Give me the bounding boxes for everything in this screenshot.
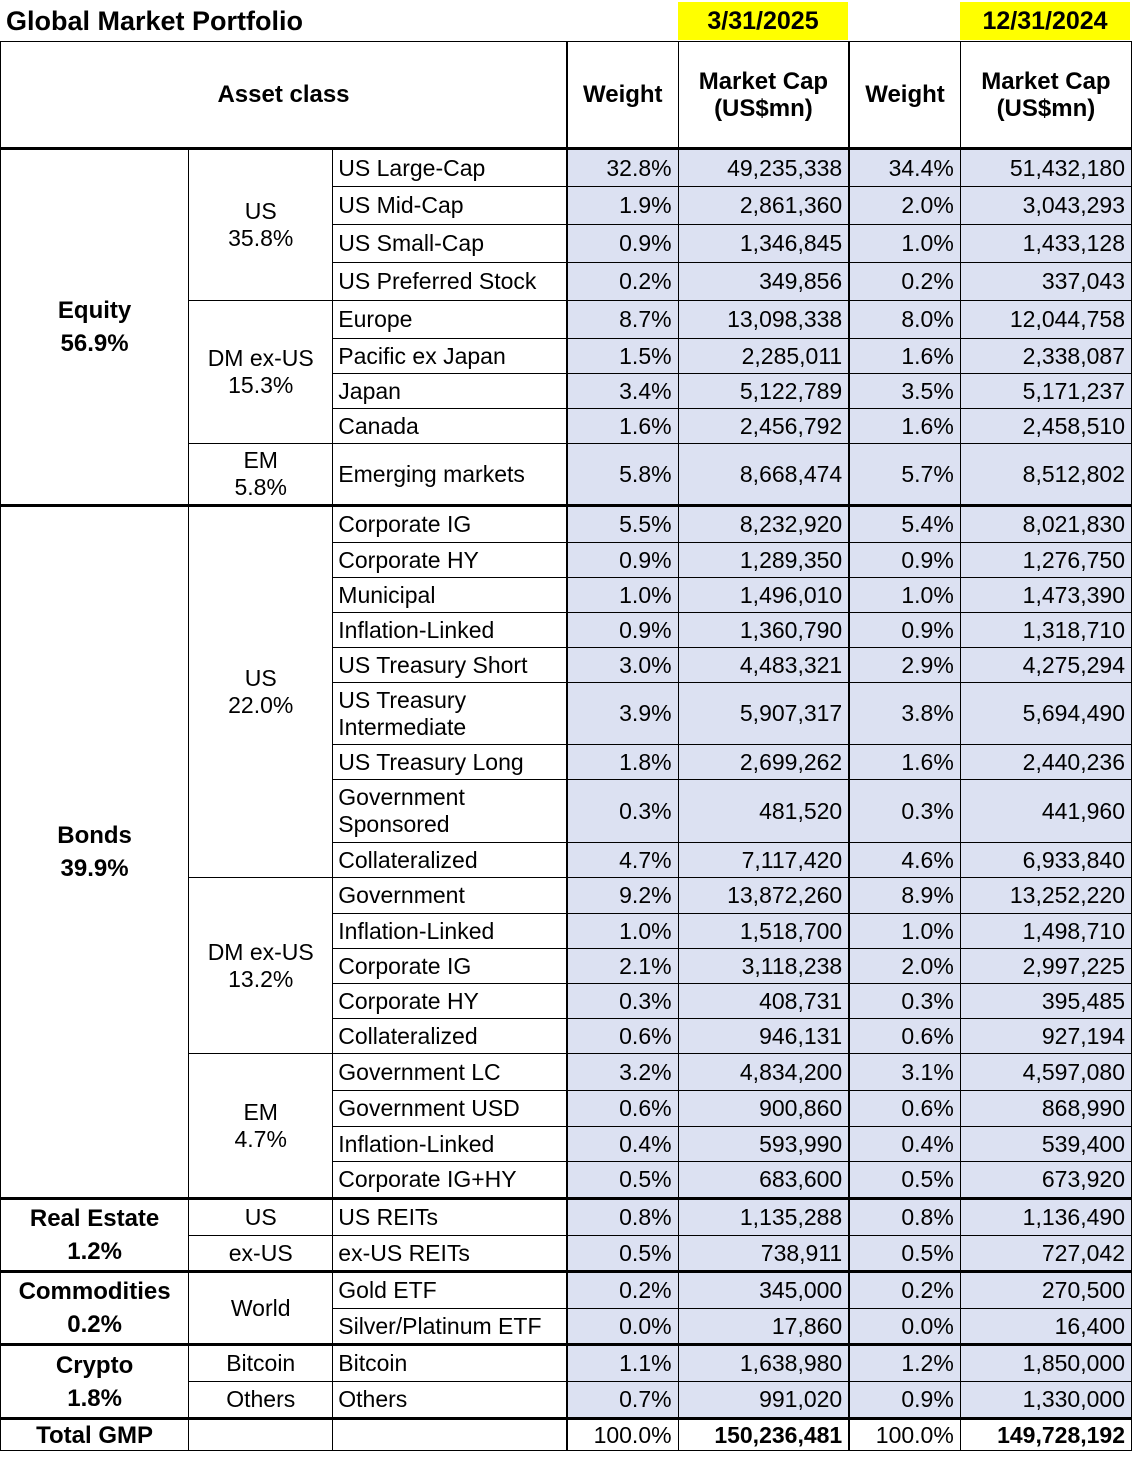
empty-cell (189, 1419, 333, 1451)
asset-name: Canada (333, 409, 567, 444)
weight-current: 3.9% (567, 683, 678, 745)
group-name: Equity (57, 297, 132, 324)
asset-name: Government (333, 878, 567, 914)
market-cap-current: 1,638,980 (678, 1345, 849, 1382)
market-cap-previous: 13,252,220 (960, 878, 1131, 914)
group-pct: 56.9% (60, 330, 129, 357)
market-cap-current: 5,122,789 (678, 374, 849, 409)
subgroup-bonds-dm (189, 878, 333, 1054)
asset-name: Japan (333, 374, 567, 409)
asset-name-line1: Government (338, 784, 465, 810)
subgroup-name: EM (243, 447, 278, 473)
asset-name: Emerging markets (333, 444, 567, 506)
weight-current: 2.1% (567, 949, 678, 984)
market-cap-previous: 539,400 (960, 1127, 1131, 1162)
asset-name (333, 780, 567, 843)
asset-name: Others (333, 1382, 567, 1419)
weight-current: 0.2% (567, 263, 678, 301)
market-cap-current: 8,668,474 (678, 444, 849, 506)
market-cap-previous: 5,694,490 (960, 683, 1131, 745)
market-cap-previous: 4,275,294 (960, 648, 1131, 683)
subgroup-crypto-others: Others (189, 1382, 333, 1419)
total-market-cap-previous: 149,728,192 (960, 1419, 1131, 1451)
market-cap-previous: 1,276,750 (960, 543, 1131, 578)
market-cap-previous: 673,920 (960, 1162, 1131, 1199)
subgroup-commodities-world: World (189, 1272, 333, 1345)
asset-name: Silver/Platinum ETF (333, 1309, 567, 1345)
weight-current: 0.0% (567, 1309, 678, 1345)
group-pct: 1.8% (67, 1384, 122, 1412)
subgroup-equity-us (189, 149, 333, 301)
table-row (1, 1199, 1132, 1236)
market-cap-current: 17,860 (678, 1309, 849, 1345)
market-cap-current: 8,232,920 (678, 506, 849, 543)
market-cap-header-current (678, 42, 849, 149)
weight-previous: 0.8% (849, 1199, 960, 1236)
market-cap-current: 5,907,317 (678, 683, 849, 745)
weight-current: 0.8% (567, 1199, 678, 1236)
weight-header-current: Weight (567, 42, 678, 149)
market-cap-current: 1,496,010 (678, 578, 849, 613)
asset-name: Collateralized (333, 843, 567, 878)
asset-name-line2: Sponsored (338, 811, 450, 837)
weight-previous: 0.2% (849, 1272, 960, 1309)
market-cap-previous: 2,997,225 (960, 949, 1131, 984)
weight-current: 3.4% (567, 374, 678, 409)
market-cap-previous: 441,960 (960, 780, 1131, 843)
asset-name: Municipal (333, 578, 567, 613)
weight-previous: 2.9% (849, 648, 960, 683)
asset-name: Pacific ex Japan (333, 339, 567, 374)
weight-current: 1.6% (567, 409, 678, 444)
asset-name: Bitcoin (333, 1345, 567, 1382)
market-cap-unit: (US$mn) (714, 94, 813, 122)
market-cap-current: 1,289,350 (678, 543, 849, 578)
market-cap-current: 1,360,790 (678, 613, 849, 648)
weight-current: 1.8% (567, 745, 678, 780)
weight-current: 32.8% (567, 149, 678, 187)
group-bonds (1, 506, 189, 1199)
date-current: 3/31/2025 (678, 2, 848, 40)
market-cap-previous: 8,021,830 (960, 506, 1131, 543)
weight-previous: 8.9% (849, 878, 960, 914)
weight-previous: 3.5% (849, 374, 960, 409)
market-cap-current: 4,834,200 (678, 1054, 849, 1091)
market-cap-previous: 8,512,802 (960, 444, 1131, 506)
asset-name: US Small-Cap (333, 225, 567, 263)
empty-cell (333, 1419, 567, 1451)
weight-current: 0.9% (567, 613, 678, 648)
market-cap-previous: 1,498,710 (960, 914, 1131, 949)
weight-previous: 0.5% (849, 1162, 960, 1199)
market-cap-previous: 1,136,490 (960, 1199, 1131, 1236)
market-cap-current: 738,911 (678, 1236, 849, 1272)
weight-previous: 3.8% (849, 683, 960, 745)
weight-previous: 0.0% (849, 1309, 960, 1345)
weight-current: 0.2% (567, 1272, 678, 1309)
market-cap-current: 2,699,262 (678, 745, 849, 780)
market-cap-previous: 12,044,758 (960, 301, 1131, 339)
market-cap-current: 1,346,845 (678, 225, 849, 263)
group-pct: 39.9% (60, 855, 129, 882)
subgroup-name: US (244, 665, 277, 691)
market-cap-previous: 16,400 (960, 1309, 1131, 1345)
subgroup-equity-em (189, 444, 333, 506)
subgroup-name: US (244, 198, 277, 224)
asset-name: Corporate IG (333, 506, 567, 543)
table-row (1, 1345, 1132, 1382)
weight-current: 0.5% (567, 1236, 678, 1272)
weight-previous: 0.9% (849, 613, 960, 648)
weight-current: 8.7% (567, 301, 678, 339)
market-cap-previous: 2,440,236 (960, 745, 1131, 780)
asset-name: US Large-Cap (333, 149, 567, 187)
market-cap-current: 408,731 (678, 984, 849, 1019)
group-name: Commodities (18, 1278, 171, 1305)
market-cap-current: 4,483,321 (678, 648, 849, 683)
market-cap-previous: 51,432,180 (960, 149, 1131, 187)
weight-current: 1.0% (567, 578, 678, 613)
subgroup-equity-dm (189, 301, 333, 444)
weight-previous: 1.0% (849, 578, 960, 613)
portfolio-table (0, 41, 1132, 1451)
weight-previous: 0.2% (849, 263, 960, 301)
asset-name: Inflation-Linked (333, 914, 567, 949)
market-cap-previous: 395,485 (960, 984, 1131, 1019)
group-crypto (1, 1345, 189, 1419)
market-cap-previous: 2,338,087 (960, 339, 1131, 374)
group-real-estate (1, 1199, 189, 1272)
weight-current: 0.9% (567, 225, 678, 263)
weight-current: 0.6% (567, 1091, 678, 1127)
weight-current: 0.4% (567, 1127, 678, 1162)
market-cap-current: 683,600 (678, 1162, 849, 1199)
weight-previous: 0.6% (849, 1091, 960, 1127)
weight-previous: 1.0% (849, 914, 960, 949)
market-cap-current: 1,135,288 (678, 1199, 849, 1236)
market-cap-previous: 5,171,237 (960, 374, 1131, 409)
table-row (1, 149, 1132, 187)
market-cap-current: 946,131 (678, 1019, 849, 1054)
weight-previous: 1.2% (849, 1345, 960, 1382)
weight-current: 1.5% (567, 339, 678, 374)
market-cap-previous: 1,318,710 (960, 613, 1131, 648)
weight-previous: 0.4% (849, 1127, 960, 1162)
market-cap-current: 349,856 (678, 263, 849, 301)
weight-previous: 0.9% (849, 1382, 960, 1419)
weight-current: 0.3% (567, 984, 678, 1019)
subgroup-pct: 15.3% (228, 372, 294, 398)
weight-current: 5.5% (567, 506, 678, 543)
table-row (1, 1272, 1132, 1309)
market-cap-label: Market Cap (981, 67, 1111, 95)
header-row (1, 42, 1132, 149)
market-cap-current: 991,020 (678, 1382, 849, 1419)
weight-previous: 4.6% (849, 843, 960, 878)
weight-previous: 2.0% (849, 949, 960, 984)
market-cap-previous: 6,933,840 (960, 843, 1131, 878)
weight-previous: 0.9% (849, 543, 960, 578)
subgroup-name: DM ex-US (207, 345, 314, 371)
weight-current: 1.0% (567, 914, 678, 949)
page-title: Global Market Portfolio (6, 6, 304, 36)
market-cap-current: 593,990 (678, 1127, 849, 1162)
weight-previous: 5.4% (849, 506, 960, 543)
subgroup-real-estate-us: US (189, 1199, 333, 1236)
weight-current: 3.0% (567, 648, 678, 683)
market-cap-previous: 927,194 (960, 1019, 1131, 1054)
market-cap-current: 49,235,338 (678, 149, 849, 187)
asset-name: Corporate IG (333, 949, 567, 984)
subgroup-real-estate-exus: ex-US (189, 1236, 333, 1272)
group-equity (1, 149, 189, 506)
group-pct: 0.2% (67, 1311, 122, 1338)
asset-name: Government USD (333, 1091, 567, 1127)
weight-current: 0.7% (567, 1382, 678, 1419)
weight-previous: 5.7% (849, 444, 960, 506)
market-cap-current: 2,861,360 (678, 187, 849, 225)
subgroup-pct: 35.8% (228, 225, 294, 251)
asset-name: Corporate HY (333, 984, 567, 1019)
market-cap-current: 13,098,338 (678, 301, 849, 339)
asset-class-header: Asset class (1, 42, 567, 149)
weight-previous: 1.0% (849, 225, 960, 263)
weight-current: 1.1% (567, 1345, 678, 1382)
asset-name: US REITs (333, 1199, 567, 1236)
weight-previous: 8.0% (849, 301, 960, 339)
asset-name: Gold ETF (333, 1272, 567, 1309)
market-cap-current: 1,518,700 (678, 914, 849, 949)
weight-current: 1.9% (567, 187, 678, 225)
total-weight-previous: 100.0% (849, 1419, 960, 1451)
asset-name: US Treasury Long (333, 745, 567, 780)
weight-current: 9.2% (567, 878, 678, 914)
weight-previous: 0.3% (849, 780, 960, 843)
weight-current: 0.9% (567, 543, 678, 578)
market-cap-previous: 1,433,128 (960, 225, 1131, 263)
market-cap-previous: 270,500 (960, 1272, 1131, 1309)
asset-name: US Mid-Cap (333, 187, 567, 225)
asset-name: Inflation-Linked (333, 613, 567, 648)
market-cap-current: 2,285,011 (678, 339, 849, 374)
asset-name: Corporate IG+HY (333, 1162, 567, 1199)
market-cap-previous: 1,850,000 (960, 1345, 1131, 1382)
market-cap-current: 2,456,792 (678, 409, 849, 444)
market-cap-previous: 337,043 (960, 263, 1131, 301)
weight-previous: 0.6% (849, 1019, 960, 1054)
group-name: Bonds (57, 822, 132, 849)
group-pct: 1.2% (67, 1238, 122, 1265)
subgroup-name: DM ex-US (207, 938, 314, 965)
market-cap-current: 900,860 (678, 1091, 849, 1127)
market-cap-previous: 727,042 (960, 1236, 1131, 1272)
weight-current: 4.7% (567, 843, 678, 878)
weight-previous: 1.6% (849, 745, 960, 780)
asset-name-line2: Intermediate (338, 713, 467, 740)
subgroup-pct: 5.8% (234, 474, 287, 500)
asset-name: Inflation-Linked (333, 1127, 567, 1162)
market-cap-previous: 2,458,510 (960, 409, 1131, 444)
asset-name: Corporate HY (333, 543, 567, 578)
subgroup-pct: 4.7% (234, 1125, 287, 1152)
total-row (1, 1419, 1132, 1451)
weight-previous: 0.3% (849, 984, 960, 1019)
subgroup-pct: 13.2% (228, 965, 294, 992)
weight-current: 5.8% (567, 444, 678, 506)
weight-previous: 1.6% (849, 339, 960, 374)
market-cap-previous: 868,990 (960, 1091, 1131, 1127)
asset-name: Europe (333, 301, 567, 339)
asset-name: US Preferred Stock (333, 263, 567, 301)
weight-previous: 0.5% (849, 1236, 960, 1272)
asset-name: US Treasury Short (333, 648, 567, 683)
weight-current: 0.3% (567, 780, 678, 843)
weight-current: 0.6% (567, 1019, 678, 1054)
weight-previous: 1.6% (849, 409, 960, 444)
market-cap-previous: 1,473,390 (960, 578, 1131, 613)
subgroup-bonds-us (189, 506, 333, 878)
asset-name (333, 683, 567, 745)
asset-name: ex-US REITs (333, 1236, 567, 1272)
market-cap-label: Market Cap (698, 67, 829, 95)
title-bar (0, 0, 1132, 42)
weight-previous: 3.1% (849, 1054, 960, 1091)
weight-header-previous: Weight (849, 42, 960, 149)
asset-name: Government LC (333, 1054, 567, 1091)
weight-previous: 34.4% (849, 149, 960, 187)
market-cap-current: 7,117,420 (678, 843, 849, 878)
weight-current: 3.2% (567, 1054, 678, 1091)
market-cap-header-previous (960, 42, 1131, 149)
market-cap-previous: 4,597,080 (960, 1054, 1131, 1091)
total-market-cap-current: 150,236,481 (678, 1419, 849, 1451)
asset-name-line1: US Treasury (338, 686, 467, 713)
subgroup-bonds-em (189, 1054, 333, 1199)
group-name: Crypto (55, 1351, 134, 1379)
subgroup-name: EM (243, 1098, 278, 1125)
market-cap-current: 345,000 (678, 1272, 849, 1309)
weight-previous: 2.0% (849, 187, 960, 225)
market-cap-unit: (US$mn) (996, 94, 1096, 122)
market-cap-current: 13,872,260 (678, 878, 849, 914)
market-cap-previous: 1,330,000 (960, 1382, 1131, 1419)
weight-current: 0.5% (567, 1162, 678, 1199)
group-commodities (1, 1272, 189, 1345)
table-row (1, 506, 1132, 543)
subgroup-pct: 22.0% (228, 692, 294, 718)
group-name: Real Estate (29, 1205, 160, 1232)
total-label: Total GMP (1, 1419, 189, 1451)
date-previous: 12/31/2024 (960, 2, 1130, 40)
market-cap-current: 481,520 (678, 780, 849, 843)
subgroup-crypto-bitcoin: Bitcoin (189, 1345, 333, 1382)
total-weight-current: 100.0% (567, 1419, 678, 1451)
asset-name: Collateralized (333, 1019, 567, 1054)
market-cap-previous: 3,043,293 (960, 187, 1131, 225)
market-cap-current: 3,118,238 (678, 949, 849, 984)
